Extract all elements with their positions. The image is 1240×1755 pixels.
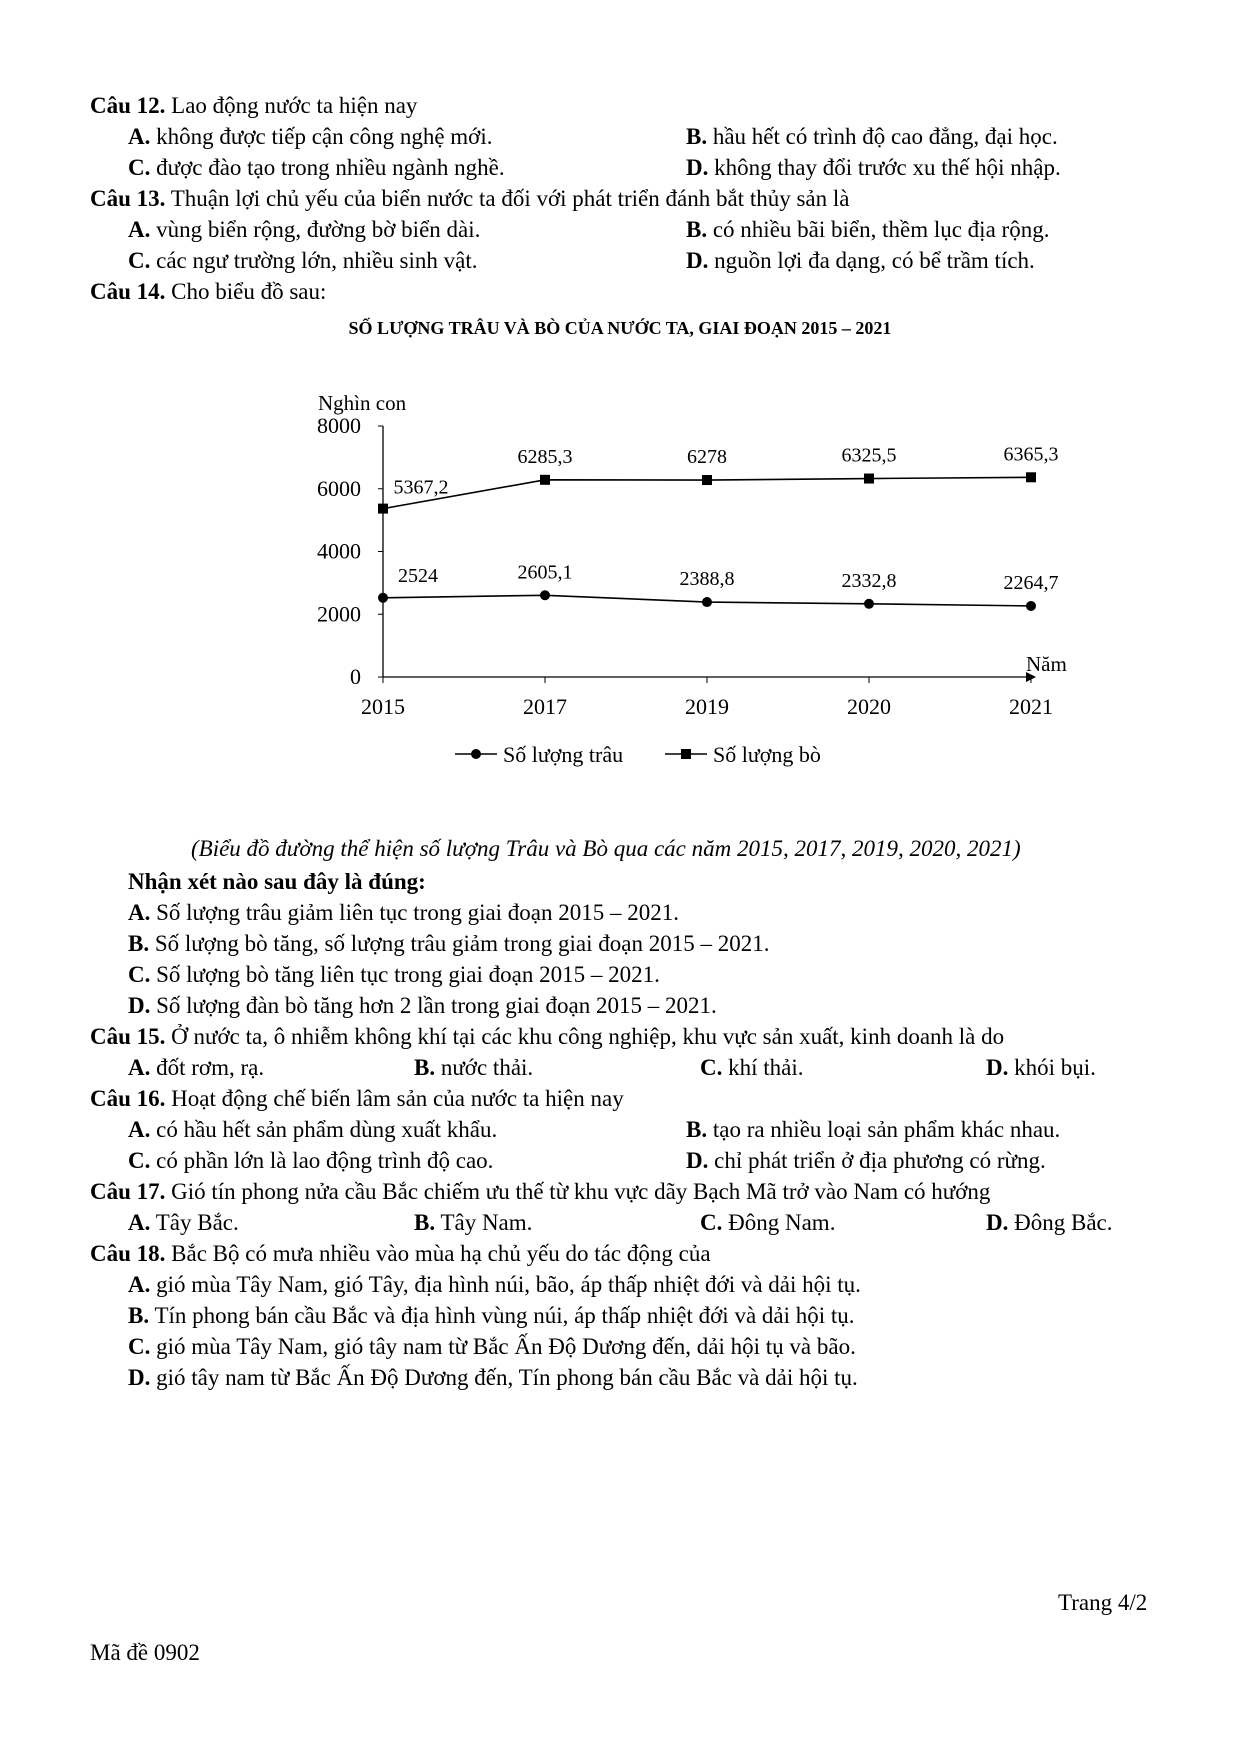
- option-letter: B.: [414, 1055, 436, 1080]
- legend-marker: [471, 749, 481, 759]
- option-letter: B.: [414, 1210, 436, 1235]
- option-16d: [686, 1147, 1046, 1175]
- option-letter: C.: [128, 962, 151, 987]
- option-text: được đào tạo trong nhiều ngành nghề.: [156, 155, 505, 180]
- option-letter: D.: [128, 993, 151, 1018]
- data-label: 5367,2: [393, 476, 449, 499]
- option-letter: D.: [128, 1365, 151, 1390]
- option-letter: A.: [128, 1055, 151, 1080]
- option-letter: A.: [128, 900, 151, 925]
- option-letter: C.: [128, 155, 151, 180]
- question-text: Thuận lợi chủ yếu của biển nước ta đối với phát triển đánh bắt thủy sản là: [170, 186, 850, 211]
- option-letter: B.: [686, 1117, 708, 1142]
- x-tick-label: 2020: [847, 694, 891, 719]
- data-point: [864, 599, 874, 609]
- question-17-stem: [90, 1178, 990, 1206]
- option-letter: C.: [700, 1210, 723, 1235]
- option-letter: D.: [686, 1148, 709, 1173]
- option-17d: [986, 1209, 1113, 1237]
- option-text: Số lượng trâu giảm liên tục trong giai đoạn 2015 – 2021.: [156, 900, 680, 925]
- option-14a: [128, 899, 679, 927]
- question-15-stem: [90, 1023, 1004, 1051]
- x-tick-label: 2019: [685, 694, 729, 719]
- option-letter: B.: [686, 124, 708, 149]
- question-number: Câu 15.: [90, 1024, 166, 1049]
- data-point: [702, 475, 712, 485]
- option-text: Tây Nam.: [440, 1210, 533, 1235]
- chart-title: SỐ LƯỢNG TRÂU VÀ BÒ CỦA NƯỚC TA, GIAI ĐOẠN 2015 – 2021: [348, 318, 892, 338]
- option-text: hầu hết có trình độ cao đẳng, đại học.: [712, 124, 1058, 149]
- option-text: gió mùa Tây Nam, gió tây nam từ Bắc Ấn Độ Dương đến, dải hội tụ và bão.: [156, 1334, 856, 1359]
- option-letter: A.: [128, 1210, 151, 1235]
- data-label: 2524: [398, 564, 438, 587]
- data-point: [1026, 472, 1036, 482]
- y-tick-label: 8000: [317, 413, 361, 438]
- option-16c: [128, 1147, 493, 1175]
- option-15c: [700, 1054, 804, 1082]
- option-text: có hầu hết sản phẩm dùng xuất khẩu.: [156, 1117, 498, 1142]
- option-text: có phần lớn là lao động trình độ cao.: [156, 1148, 494, 1173]
- option-17b: [414, 1209, 532, 1237]
- option-text: các ngư trường lớn, nhiều sinh vật.: [156, 248, 478, 273]
- option-16a: [128, 1116, 497, 1144]
- q14-prompt: Nhận xét nào sau đây là đúng:: [128, 869, 426, 894]
- question-text: Bắc Bộ có mưa nhiều vào mùa hạ chủ yếu do tác động của: [171, 1241, 711, 1266]
- option-text: gió mùa Tây Nam, gió Tây, địa hình núi, bão, áp thấp nhiệt đới và dải hội tụ.: [156, 1272, 861, 1297]
- option-16b: [686, 1116, 1060, 1144]
- x-axis-title: Năm: [1026, 652, 1067, 676]
- y-tick-label: 4000: [317, 538, 361, 564]
- line-chart: [0, 0, 1240, 800]
- data-label: 2388,8: [679, 568, 735, 591]
- option-letter: C.: [128, 1148, 151, 1173]
- data-point: [378, 504, 388, 514]
- option-14c: [128, 961, 660, 989]
- data-point: [864, 474, 874, 484]
- option-text: Đông Bắc.: [1014, 1210, 1113, 1235]
- question-text: Lao động nước ta hiện nay: [171, 93, 418, 118]
- y-tick-label: 2000: [317, 601, 361, 627]
- option-text: không thay đổi trước xu thế hội nhập.: [714, 155, 1061, 180]
- data-point: [540, 475, 550, 485]
- option-text: Đông Nam.: [728, 1210, 836, 1235]
- option-letter: B.: [686, 217, 708, 242]
- option-text: có nhiều bãi biển, thềm lục địa rộng.: [712, 217, 1050, 242]
- option-text: không được tiếp cận công nghệ mới.: [156, 124, 493, 149]
- x-tick-label: 2015: [361, 694, 405, 719]
- data-label: 2332,8: [841, 569, 897, 592]
- question-number: Câu 13.: [90, 186, 166, 211]
- page-number: Trang 4/2: [1058, 1590, 1148, 1615]
- option-text: Số lượng đàn bò tăng hơn 2 lần trong giai đoạn 2015 – 2021.: [156, 993, 717, 1018]
- option-18c: [128, 1333, 856, 1361]
- question-text: Gió tín phong nửa cầu Bắc chiếm ưu thế từ khu vực dãy Bạch Mã trở vào Nam có hướng: [171, 1179, 991, 1204]
- option-text: khói bụi.: [1014, 1055, 1096, 1080]
- data-label: 6285,3: [517, 445, 573, 468]
- option-14b: [128, 930, 769, 958]
- option-text: Tây Bắc.: [155, 1210, 239, 1235]
- x-tick-label: 2017: [523, 694, 567, 719]
- legend-label: Số lượng trâu: [503, 742, 624, 767]
- question-number: Câu 17.: [90, 1179, 166, 1204]
- option-letter: B.: [128, 931, 150, 956]
- option-18a: [128, 1271, 861, 1299]
- data-point: [540, 590, 550, 600]
- data-point: [378, 593, 388, 603]
- question-text: Ở nước ta, ô nhiễm không khí tại các khu công nghiệp, khu vực sản xuất, kinh doanh là do: [171, 1024, 1005, 1049]
- option-letter: D.: [686, 248, 709, 273]
- option-text: nguồn lợi đa dạng, có bể trầm tích.: [714, 248, 1035, 273]
- chart-caption: (Biểu đồ đường thể hiện số lượng Trâu và Bò qua các năm 2015, 2017, 2019, 2020, 2021): [191, 836, 1021, 861]
- option-15d: [986, 1054, 1096, 1082]
- option-letter: D.: [986, 1055, 1009, 1080]
- option-text: Tín phong bán cầu Bắc và địa hình vùng núi, áp thấp nhiệt đới và dải hội tụ.: [154, 1303, 855, 1328]
- option-letter: C.: [128, 248, 151, 273]
- option-letter: D.: [986, 1210, 1009, 1235]
- option-text: Số lượng bò tăng, số lượng trâu giảm trong giai đoạn 2015 – 2021.: [154, 931, 770, 956]
- question-number: Câu 14.: [90, 279, 166, 304]
- question-18-stem: [90, 1240, 711, 1268]
- option-text: gió tây nam từ Bắc Ấn Độ Dương đến, Tín phong bán cầu Bắc và dải hội tụ.: [156, 1365, 858, 1390]
- option-text: đốt rơm, rạ.: [156, 1055, 265, 1080]
- option-18b: [128, 1302, 855, 1330]
- option-18d: [128, 1364, 858, 1392]
- data-label: 2605,1: [517, 561, 573, 584]
- y-tick-label: 0: [350, 664, 361, 689]
- question-number: Câu 16.: [90, 1086, 166, 1111]
- legend-marker: [681, 749, 691, 759]
- x-tick-label: 2021: [1009, 694, 1053, 719]
- data-label: 6278: [687, 446, 727, 469]
- y-tick-label: 6000: [317, 475, 361, 501]
- option-letter: B.: [128, 1303, 150, 1328]
- option-letter: A.: [128, 124, 151, 149]
- legend-label: Số lượng bò: [713, 742, 821, 767]
- option-text: Số lượng bò tăng liên tục trong giai đoạn 2015 – 2021.: [156, 962, 660, 987]
- option-letter: A.: [128, 217, 151, 242]
- data-label: 6365,3: [1003, 443, 1059, 466]
- option-text: vùng biển rộng, đường bờ biển dài.: [156, 217, 481, 242]
- question-text: Cho biểu đồ sau:: [171, 279, 327, 304]
- data-point: [1026, 601, 1036, 611]
- option-letter: C.: [700, 1055, 723, 1080]
- option-15b: [414, 1054, 533, 1082]
- option-text: khí thải.: [728, 1055, 804, 1080]
- option-letter: C.: [128, 1334, 151, 1359]
- data-point: [702, 597, 712, 607]
- option-text: tạo ra nhiều loại sản phẩm khác nhau.: [712, 1117, 1061, 1142]
- data-label: 2264,7: [1003, 571, 1059, 594]
- y-axis-title: Nghìn con: [318, 391, 407, 415]
- option-letter: D.: [686, 155, 709, 180]
- question-text: Hoạt động chế biến lâm sản của nước ta hiện nay: [171, 1086, 624, 1111]
- exam-code: Mã đề 0902: [90, 1640, 200, 1665]
- option-17c: [700, 1209, 835, 1237]
- option-letter: A.: [128, 1272, 151, 1297]
- question-number: Câu 18.: [90, 1241, 166, 1266]
- question-16-stem: [90, 1085, 624, 1113]
- option-15a: [128, 1054, 264, 1082]
- option-14d: [128, 992, 717, 1020]
- option-text: chỉ phát triển ở địa phương có rừng.: [714, 1148, 1046, 1173]
- question-number: Câu 12.: [90, 93, 166, 118]
- option-letter: A.: [128, 1117, 151, 1142]
- data-label: 6325,5: [841, 444, 897, 467]
- option-text: nước thải.: [440, 1055, 534, 1080]
- option-17a: [128, 1209, 239, 1237]
